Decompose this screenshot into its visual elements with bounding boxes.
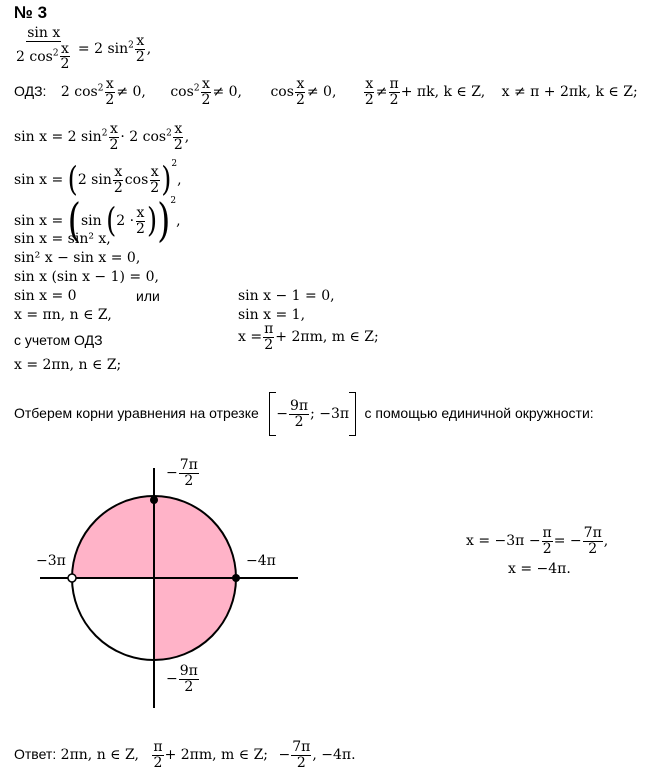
step-5: sin² x − sin x = 0, <box>14 250 141 266</box>
label-right: −4π <box>246 553 276 569</box>
lhs-denominator: 2 $\cos^2$ $\frac{x}{2}$ <box>16 40 70 73</box>
step-1: sin x = 2 $\sin^2$ $\frac{x}{2}$ · 2 $\cos^2$ $\frac{x}{2}$ , <box>14 121 190 153</box>
point-right <box>232 574 240 582</box>
rhs: = 2 $\sin^2$ $\frac{x}{2}$ , <box>77 32 152 65</box>
step-9-right: x = $\frac{\pi}{2}$ + 2πm, m ∈ Z; <box>238 321 379 353</box>
odz-line <box>14 77 638 107</box>
unit-circle <box>72 496 236 660</box>
odz-cond-2: $\cos^2$ $\frac{x}{2}$ ≠ 0, <box>170 76 243 108</box>
step-4: sin x = sin² x, <box>14 231 111 247</box>
root-1: x = −3π − $\frac{\pi}{2}$ = − $\frac{7\pi}{2}$ , <box>466 525 609 557</box>
label-bottom: − $\frac{9\pi}{2}$ <box>166 663 198 695</box>
odz-cond-3: cos $\frac{x}{2}$ ≠ 0, <box>270 76 337 108</box>
answer-line: Ответ: 2πn, n ∈ Z, $\frac{\pi}{2}$ + 2πm, m ∈ Z; − $\frac{7\pi}{2}$ , −4π. <box>14 739 356 771</box>
shaded-lower-right-quarter <box>154 578 236 660</box>
problem-title: № 3 <box>14 3 48 22</box>
step-7-or: или <box>136 288 160 304</box>
step-6: sin x (sin x − 1) = 0, <box>14 269 159 285</box>
step-7-left: sin x = 0 <box>14 288 77 304</box>
odz-label: ОДЗ: <box>14 83 47 100</box>
step-10: x = 2πn, n ∈ Z; <box>14 357 122 373</box>
label-left: −3π <box>36 553 66 569</box>
point-top <box>150 496 158 504</box>
odz-cond-4: $\frac{x}{2}$ ≠ $\frac{\pi}{2}$ + πk, k ∈ Z, <box>364 76 486 108</box>
step-9-left: с учетом ОДЗ <box>14 332 103 348</box>
step-8-right: sin x = 1, <box>238 307 306 323</box>
step-2: sin x = (2 sin $\frac{x}{2}$ cos $\frac{x}{2}$ )$^2$, <box>14 159 182 200</box>
main-equation <box>14 26 151 72</box>
shaded-upper-half <box>72 496 236 578</box>
odz-cond-5: x ≠ π + 2πk, k ∈ Z; <box>501 84 638 101</box>
label-top: − $\frac{7\pi}{2}$ <box>166 457 198 489</box>
root-2: x = −4π. <box>508 561 571 577</box>
odz-cond-1: 2 $\cos^2$ $\frac{x}{2}$ ≠ 0, <box>60 76 146 108</box>
point-left-open <box>68 574 76 582</box>
selection-line: Отберем корни уравнения на отрезке − $\frac{9\pi}{2}$ ; −3π с помощью единичной окружности: <box>14 392 594 436</box>
step-8-left: x = πn, n ∈ Z, <box>14 307 112 323</box>
lhs-fraction <box>15 26 72 72</box>
step-7-right: sin x − 1 = 0, <box>238 288 335 304</box>
step-3: sin x = (sin (2 · $\frac{x}{2}$ ))$^2$, <box>14 194 181 248</box>
lhs-numerator: sin x <box>27 25 61 41</box>
